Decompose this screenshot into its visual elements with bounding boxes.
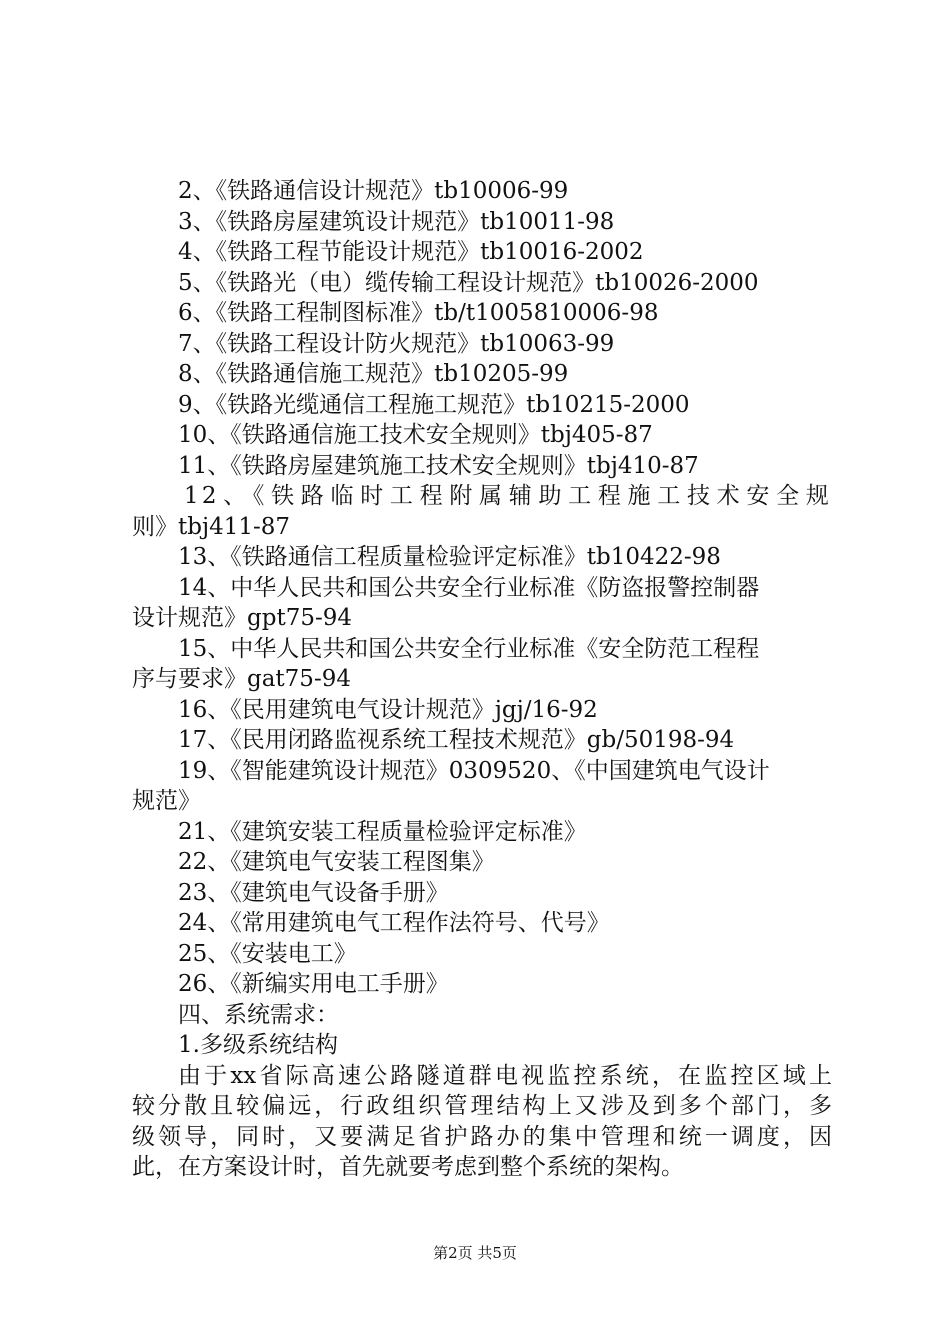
document-body bbox=[132, 176, 832, 1183]
ref-line-23: 23、《建筑电气设备手册》 bbox=[178, 879, 449, 906]
ref-line-26: 26、《新编实用电工手册》 bbox=[178, 971, 449, 997]
paragraph-line-2: 较分散且较偏远，行政组织管理结构上又涉及到多个部门，多 bbox=[132, 1093, 832, 1119]
ref-line-19-cont: 规范》 bbox=[132, 788, 201, 814]
ref-line-11: 11、《铁路房屋建筑施工技术安全规则》tbj410-87 bbox=[178, 452, 699, 479]
ref-line-22: 22、《建筑电气安装工程图集》 bbox=[178, 849, 495, 875]
ref-line-15: 15、中华人民共和国公共安全行业标准《安全防范工程程 bbox=[178, 635, 760, 662]
ref-line-16: 16、《民用建筑电气设计规范》jgj/16-92 bbox=[178, 696, 598, 723]
ref-line-25: 25、《安装电工》 bbox=[178, 940, 357, 967]
ref-line-3: 3、《铁路房屋建筑设计规范》tb10011-98 bbox=[178, 208, 615, 235]
ref-line-14: 14、中华人民共和国公共安全行业标准《防盗报警控制器 bbox=[178, 574, 760, 601]
ref-line-2: 2、《铁路通信设计规范》tb10006-99 bbox=[178, 178, 569, 204]
paragraph-line-1: 由于xx省际高速公路隧道群电视监控系统，在监控区域上 bbox=[178, 1062, 832, 1089]
ref-line-14-cont: 设计规范》gpt75-94 bbox=[132, 605, 352, 631]
ref-line-10: 10、《铁路通信施工技术安全规则》tbj405-87 bbox=[178, 422, 653, 448]
ref-line-7: 7、《铁路工程设计防火规范》tb10063-99 bbox=[178, 330, 615, 357]
ref-line-13: 13、《铁路通信工程质量检验评定标准》tb10422-98 bbox=[178, 544, 721, 570]
subsection-heading: 1.多级系统结构 bbox=[178, 1032, 338, 1058]
ref-line-4: 4、《铁路工程节能设计规范》tb10016-2002 bbox=[178, 239, 644, 265]
ref-line-6: 6、《铁路工程制图标准》tb/t1005810006-98 bbox=[178, 300, 659, 326]
ref-line-8: 8、《铁路通信施工规范》tb10205-99 bbox=[178, 361, 569, 387]
ref-line-19: 19、《智能建筑设计规范》0309520、《中国建筑电气设计 bbox=[178, 757, 770, 784]
ref-line-9: 9、《铁路光缆通信工程施工规范》tb10215-2000 bbox=[178, 391, 690, 418]
ref-line-5: 5、《铁路光（电）缆传输工程设计规范》tb10026-2000 bbox=[178, 269, 759, 296]
ref-line-17: 17、《民用闭路监视系统工程技术规范》gb/50198-94 bbox=[178, 727, 735, 753]
page-footer: 第2页 共5页 bbox=[433, 1244, 517, 1262]
ref-line-24: 24、《常用建筑电气工程作法符号、代号》 bbox=[178, 910, 610, 936]
ref-line-12: 12、《铁路临时工程附属辅助工程施工技术安全规 bbox=[184, 483, 832, 509]
ref-line-12-cont: 则》tbj411-87 bbox=[132, 513, 291, 540]
section-heading: 四、系统需求： bbox=[178, 1001, 339, 1028]
paragraph-line-3: 级领导，同时，又要满足省护路办的集中管理和统一调度，因 bbox=[132, 1123, 832, 1150]
ref-line-21: 21、《建筑安装工程质量检验评定标准》 bbox=[178, 818, 587, 845]
ref-line-15-cont: 序与要求》gat75-94 bbox=[132, 666, 351, 692]
paragraph-line-4: 此，在方案设计时，首先就要考虑到整个系统的架构。 bbox=[132, 1154, 684, 1180]
